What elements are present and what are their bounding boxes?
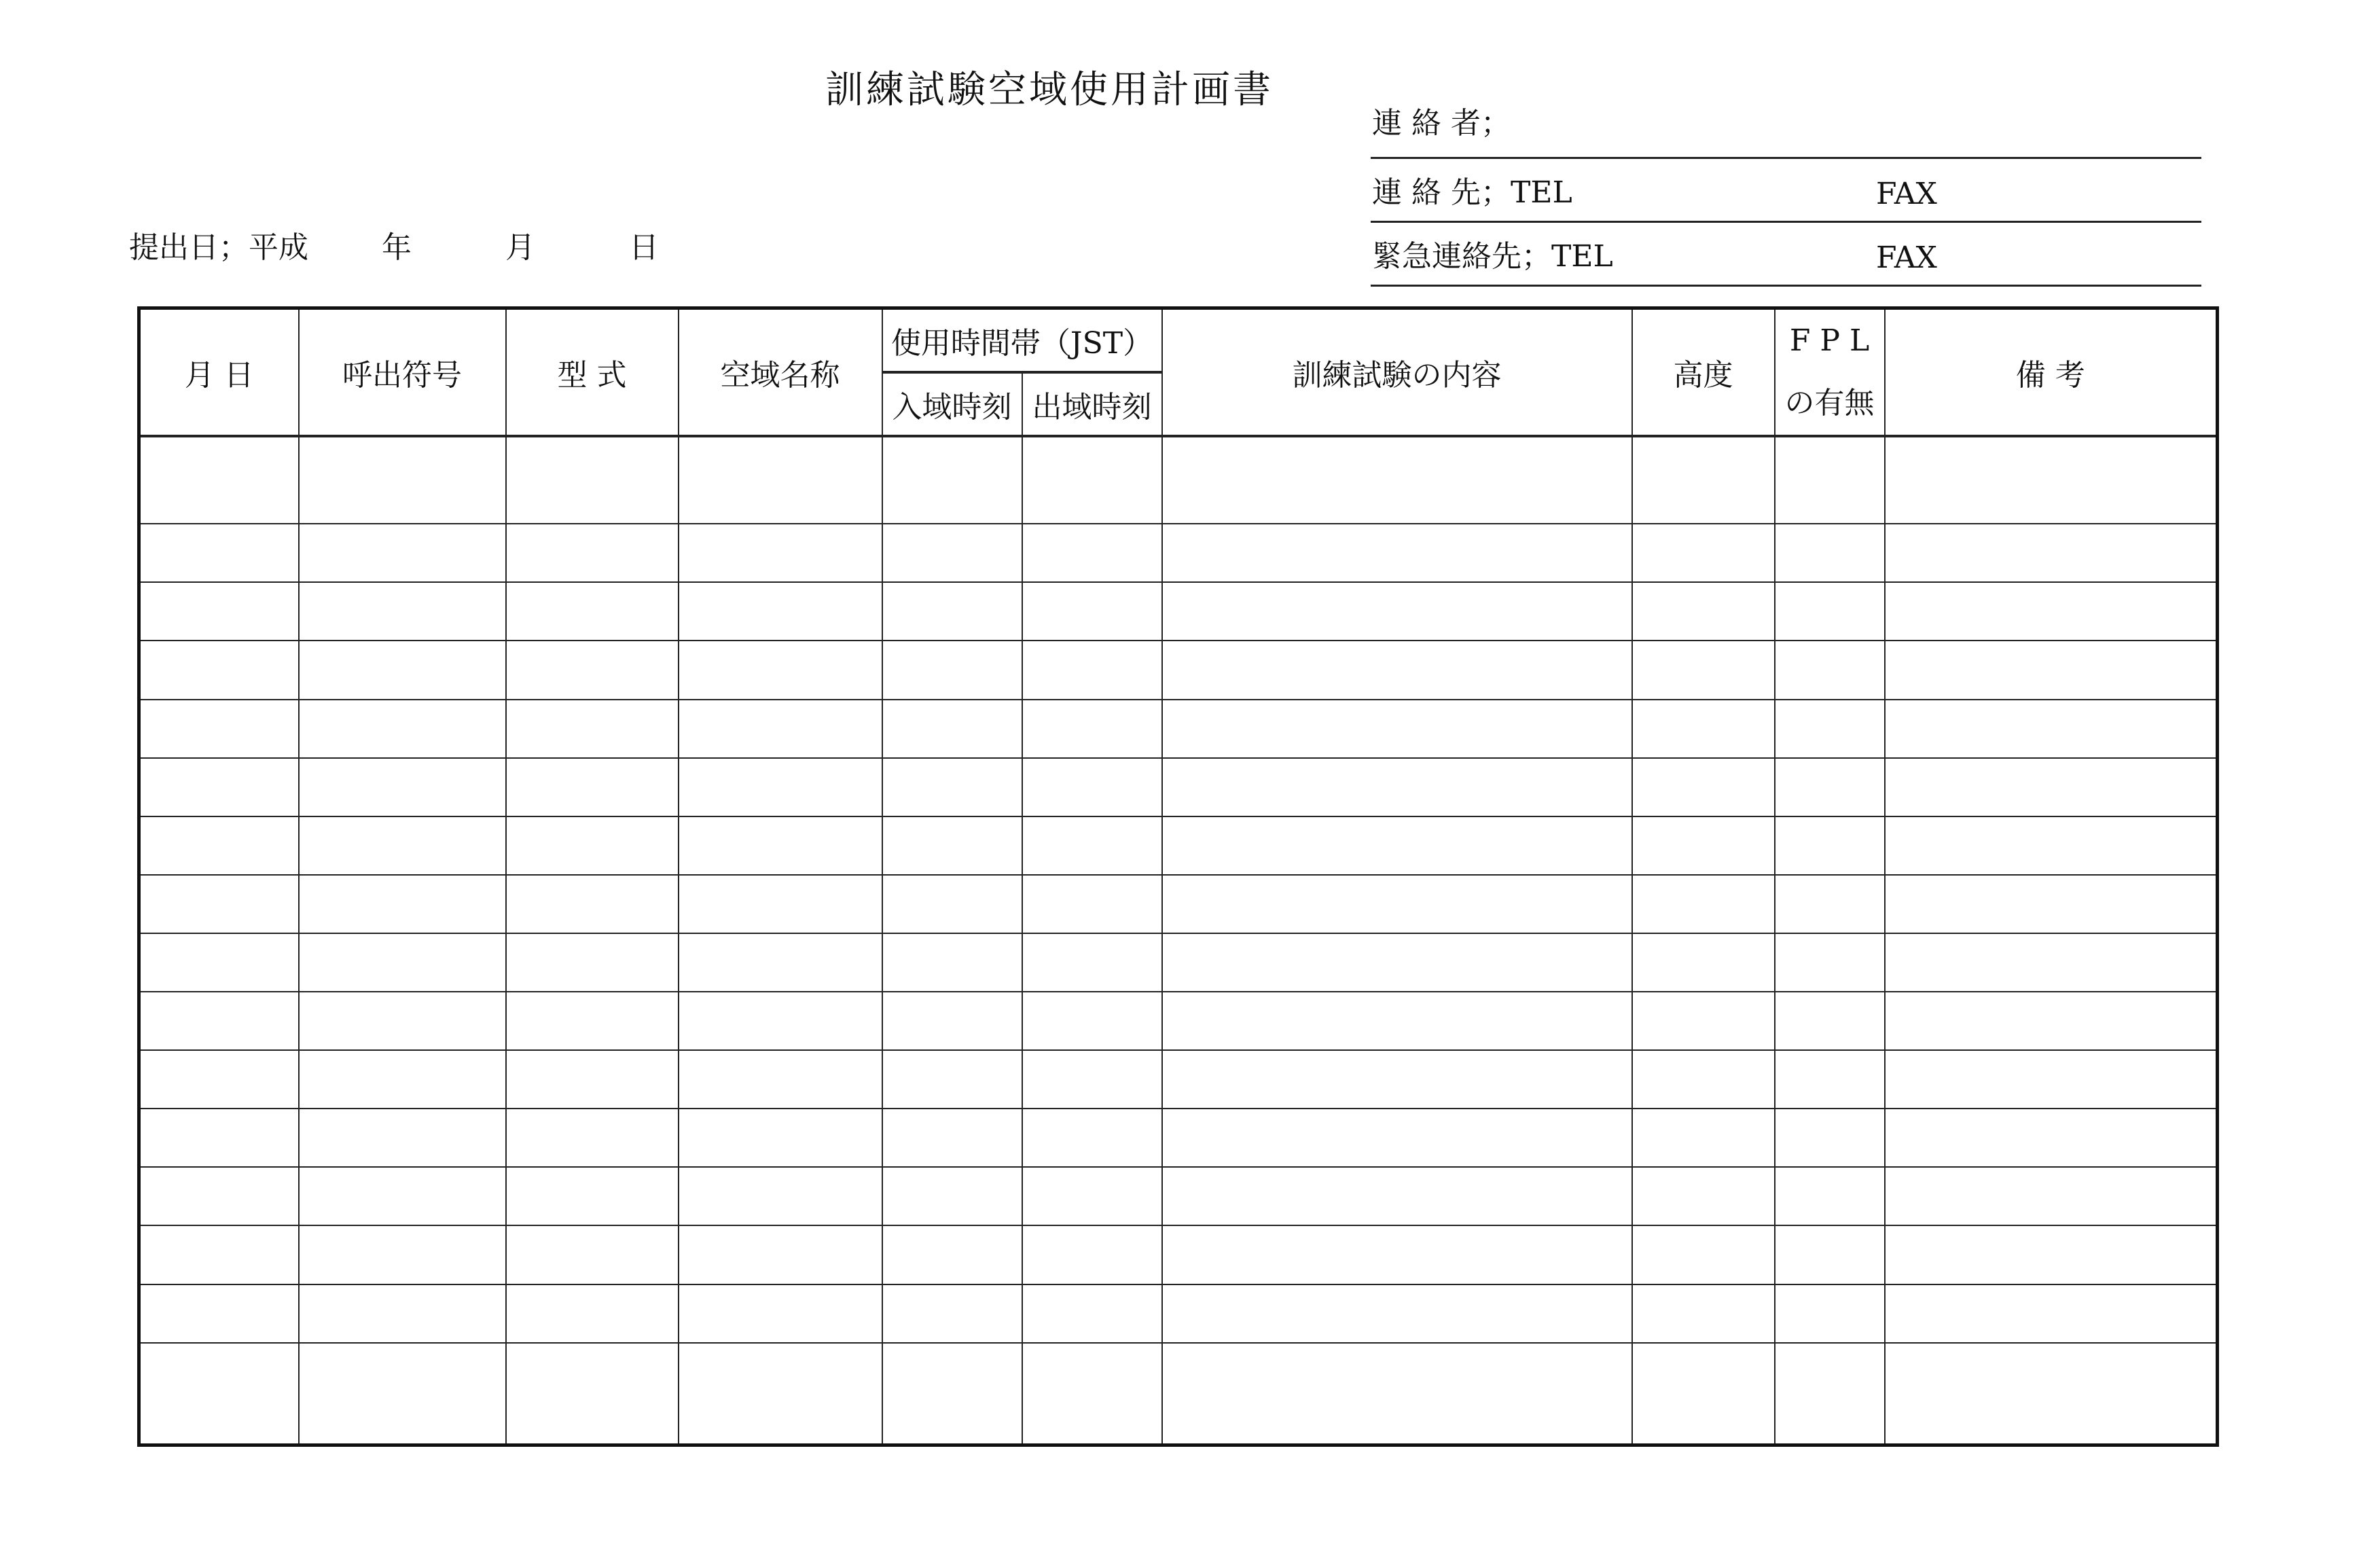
cell-entry-time[interactable] <box>882 436 1022 524</box>
cell-callsign[interactable] <box>299 1225 506 1284</box>
contact-block <box>1371 95 2201 287</box>
cell-type[interactable] <box>506 816 679 875</box>
cell-callsign[interactable] <box>299 1284 506 1343</box>
cell-content[interactable] <box>1162 524 1632 582</box>
table-row <box>139 875 2218 933</box>
cell-fpl[interactable] <box>1775 1225 1885 1284</box>
cell-airspace[interactable] <box>679 524 882 582</box>
cell-altitude[interactable] <box>1632 1225 1775 1284</box>
table-row <box>139 758 2218 816</box>
cell-callsign[interactable] <box>299 1050 506 1109</box>
header-altitude: 高度 <box>1632 308 1775 437</box>
header-fpl <box>1775 308 1885 437</box>
cell-type[interactable] <box>506 758 679 816</box>
cell-type[interactable] <box>506 1167 679 1225</box>
page-title: 訓練試験空域使用計画書 <box>825 68 1274 112</box>
table-row <box>139 816 2218 875</box>
cell-callsign[interactable] <box>299 992 506 1050</box>
cell-remarks[interactable] <box>1885 700 2218 758</box>
cell-altitude[interactable] <box>1632 582 1775 641</box>
cell-date[interactable] <box>139 1225 299 1284</box>
contact-person-row[interactable] <box>1371 95 2201 159</box>
header-exit-time: 出域時刻 <box>1022 372 1162 436</box>
cell-entry-time[interactable] <box>882 816 1022 875</box>
cell-exit-time[interactable] <box>1022 1343 1162 1445</box>
cell-date[interactable] <box>139 758 299 816</box>
cell-type[interactable] <box>506 641 679 699</box>
cell-callsign[interactable] <box>299 1343 506 1445</box>
cell-exit-time[interactable] <box>1022 816 1162 875</box>
cell-content[interactable] <box>1162 700 1632 758</box>
cell-airspace[interactable] <box>679 992 882 1050</box>
cell-altitude[interactable] <box>1632 1109 1775 1167</box>
contact-tel-label: 連 絡 先；TEL <box>1372 175 1572 210</box>
cell-altitude[interactable] <box>1632 758 1775 816</box>
cell-date[interactable] <box>139 1284 299 1343</box>
cell-content[interactable] <box>1162 1225 1632 1284</box>
cell-date[interactable] <box>139 700 299 758</box>
cell-airspace[interactable] <box>679 700 882 758</box>
cell-callsign[interactable] <box>299 816 506 875</box>
table-row <box>139 700 2218 758</box>
cell-airspace[interactable] <box>679 1050 882 1109</box>
cell-date[interactable] <box>139 582 299 641</box>
cell-altitude[interactable] <box>1632 524 1775 582</box>
cell-exit-time[interactable] <box>1022 1109 1162 1167</box>
cell-fpl[interactable] <box>1775 1343 1885 1445</box>
cell-airspace[interactable] <box>679 582 882 641</box>
cell-altitude[interactable] <box>1632 933 1775 992</box>
cell-remarks[interactable] <box>1885 1225 2218 1284</box>
cell-entry-time[interactable] <box>882 1109 1022 1167</box>
cell-airspace[interactable] <box>679 1109 882 1167</box>
cell-type[interactable] <box>506 875 679 933</box>
cell-airspace[interactable] <box>679 1284 882 1343</box>
cell-fpl[interactable] <box>1775 700 1885 758</box>
cell-type[interactable] <box>506 436 679 524</box>
cell-fpl[interactable] <box>1775 816 1885 875</box>
cell-fpl[interactable] <box>1775 436 1885 524</box>
header-date: 月 日 <box>139 308 299 437</box>
cell-content[interactable] <box>1162 1109 1632 1167</box>
cell-content[interactable] <box>1162 1343 1632 1445</box>
cell-content[interactable] <box>1162 1050 1632 1109</box>
header-content: 訓練試験の内容 <box>1162 308 1632 437</box>
cell-fpl[interactable] <box>1775 524 1885 582</box>
cell-remarks[interactable] <box>1885 758 2218 816</box>
cell-callsign[interactable] <box>299 700 506 758</box>
cell-remarks[interactable] <box>1885 1284 2218 1343</box>
cell-airspace[interactable] <box>679 875 882 933</box>
cell-content[interactable] <box>1162 816 1632 875</box>
cell-altitude[interactable] <box>1632 992 1775 1050</box>
cell-remarks[interactable] <box>1885 524 2218 582</box>
cell-fpl[interactable] <box>1775 1050 1885 1109</box>
cell-content[interactable] <box>1162 1284 1632 1343</box>
header-fpl-line1: F P L <box>1789 323 1870 358</box>
cell-entry-time[interactable] <box>882 875 1022 933</box>
cell-remarks[interactable] <box>1885 1167 2218 1225</box>
cell-content[interactable] <box>1162 582 1632 641</box>
cell-exit-time[interactable] <box>1022 700 1162 758</box>
cell-callsign[interactable] <box>299 1109 506 1167</box>
cell-entry-time[interactable] <box>882 524 1022 582</box>
header-time-band: 使用時間帯（JST） <box>882 308 1162 373</box>
cell-remarks[interactable] <box>1885 1050 2218 1109</box>
cell-content[interactable] <box>1162 758 1632 816</box>
cell-entry-time[interactable] <box>882 1167 1022 1225</box>
cell-entry-time[interactable] <box>882 933 1022 992</box>
table-row <box>139 1343 2218 1445</box>
cell-altitude[interactable] <box>1632 700 1775 758</box>
cell-entry-time[interactable] <box>882 758 1022 816</box>
cell-type[interactable] <box>506 582 679 641</box>
cell-callsign[interactable] <box>299 641 506 699</box>
cell-type[interactable] <box>506 1284 679 1343</box>
cell-entry-time[interactable] <box>882 1225 1022 1284</box>
cell-fpl[interactable] <box>1775 992 1885 1050</box>
cell-callsign[interactable] <box>299 582 506 641</box>
header-remarks: 備 考 <box>1885 308 2218 437</box>
cell-remarks[interactable] <box>1885 1343 2218 1445</box>
cell-remarks[interactable] <box>1885 875 2218 933</box>
emergency-tel-label: 緊急連絡先；TEL <box>1372 239 1613 274</box>
cell-exit-time[interactable] <box>1022 933 1162 992</box>
header-type: 型 式 <box>506 308 679 437</box>
cell-content[interactable] <box>1162 436 1632 524</box>
cell-altitude[interactable] <box>1632 1050 1775 1109</box>
table-row <box>139 1167 2218 1225</box>
cell-callsign[interactable] <box>299 436 506 524</box>
table-row <box>139 582 2218 641</box>
cell-type[interactable] <box>506 1343 679 1445</box>
emergency-fax-label: FAX <box>1876 240 1937 275</box>
cell-fpl[interactable] <box>1775 1109 1885 1167</box>
year-label: 年 <box>382 230 412 265</box>
table-row <box>139 933 2218 992</box>
table-row <box>139 641 2218 699</box>
cell-fpl[interactable] <box>1775 582 1885 641</box>
cell-altitude[interactable] <box>1632 875 1775 933</box>
contact-fax-label: FAX <box>1876 177 1937 211</box>
submission-date <box>129 223 659 266</box>
cell-exit-time[interactable] <box>1022 1167 1162 1225</box>
cell-remarks[interactable] <box>1885 933 2218 992</box>
contact-phone-row[interactable] <box>1371 159 2201 223</box>
cell-date[interactable] <box>139 1343 299 1445</box>
cell-type[interactable] <box>506 700 679 758</box>
cell-type[interactable] <box>506 933 679 992</box>
header-entry-time: 入域時刻 <box>882 372 1022 436</box>
emergency-phone-row[interactable] <box>1371 223 2201 287</box>
cell-altitude[interactable] <box>1632 1284 1775 1343</box>
cell-airspace[interactable] <box>679 758 882 816</box>
cell-remarks[interactable] <box>1885 992 2218 1050</box>
cell-date[interactable] <box>139 992 299 1050</box>
cell-fpl[interactable] <box>1775 1167 1885 1225</box>
table-row <box>139 1284 2218 1343</box>
cell-airspace[interactable] <box>679 816 882 875</box>
cell-altitude[interactable] <box>1632 1343 1775 1445</box>
cell-entry-time[interactable] <box>882 992 1022 1050</box>
table-row <box>139 1050 2218 1109</box>
cell-date[interactable] <box>139 1167 299 1225</box>
cell-airspace[interactable] <box>679 1225 882 1284</box>
cell-exit-time[interactable] <box>1022 1284 1162 1343</box>
plan-table <box>137 306 2219 1447</box>
cell-airspace[interactable] <box>679 933 882 992</box>
cell-date[interactable] <box>139 524 299 582</box>
cell-content[interactable] <box>1162 1167 1632 1225</box>
cell-date[interactable] <box>139 1109 299 1167</box>
cell-type[interactable] <box>506 524 679 582</box>
cell-entry-time[interactable] <box>882 582 1022 641</box>
cell-content[interactable] <box>1162 933 1632 992</box>
table-row <box>139 524 2218 582</box>
cell-date[interactable] <box>139 1050 299 1109</box>
cell-altitude[interactable] <box>1632 641 1775 699</box>
cell-entry-time[interactable] <box>882 700 1022 758</box>
cell-date[interactable] <box>139 816 299 875</box>
cell-date[interactable] <box>139 436 299 524</box>
cell-exit-time[interactable] <box>1022 582 1162 641</box>
submission-date-label: 提出日；平成 <box>129 230 308 265</box>
cell-altitude[interactable] <box>1632 1167 1775 1225</box>
cell-type[interactable] <box>506 1225 679 1284</box>
cell-remarks[interactable] <box>1885 816 2218 875</box>
cell-callsign[interactable] <box>299 933 506 992</box>
cell-fpl[interactable] <box>1775 933 1885 992</box>
cell-altitude[interactable] <box>1632 436 1775 524</box>
header-airspace: 空域名称 <box>679 308 882 437</box>
cell-remarks[interactable] <box>1885 641 2218 699</box>
cell-exit-time[interactable] <box>1022 758 1162 816</box>
cell-callsign[interactable] <box>299 875 506 933</box>
cell-remarks[interactable] <box>1885 582 2218 641</box>
cell-entry-time[interactable] <box>882 641 1022 699</box>
header-fpl-line2: の有無 <box>1784 386 1875 420</box>
cell-remarks[interactable] <box>1885 1109 2218 1167</box>
cell-altitude[interactable] <box>1632 816 1775 875</box>
cell-entry-time[interactable] <box>882 1050 1022 1109</box>
plan-table-body <box>139 436 2218 1445</box>
cell-exit-time[interactable] <box>1022 1225 1162 1284</box>
cell-type[interactable] <box>506 1050 679 1109</box>
cell-callsign[interactable] <box>299 524 506 582</box>
table-row <box>139 1225 2218 1284</box>
header-callsign: 呼出符号 <box>299 308 506 437</box>
cell-content[interactable] <box>1162 992 1632 1050</box>
cell-entry-time[interactable] <box>882 1284 1022 1343</box>
cell-fpl[interactable] <box>1775 875 1885 933</box>
cell-callsign[interactable] <box>299 1167 506 1225</box>
cell-airspace[interactable] <box>679 1343 882 1445</box>
cell-date[interactable] <box>139 933 299 992</box>
cell-entry-time[interactable] <box>882 1343 1022 1445</box>
contact-person-label: 連 絡 者； <box>1372 106 1511 141</box>
cell-airspace[interactable] <box>679 1167 882 1225</box>
cell-fpl[interactable] <box>1775 1284 1885 1343</box>
table-row <box>139 1109 2218 1167</box>
cell-exit-time[interactable] <box>1022 992 1162 1050</box>
cell-date[interactable] <box>139 641 299 699</box>
cell-content[interactable] <box>1162 875 1632 933</box>
cell-remarks[interactable] <box>1885 436 2218 524</box>
cell-exit-time[interactable] <box>1022 524 1162 582</box>
cell-exit-time[interactable] <box>1022 641 1162 699</box>
day-label: 日 <box>629 230 659 265</box>
cell-airspace[interactable] <box>679 436 882 524</box>
cell-exit-time[interactable] <box>1022 1050 1162 1109</box>
cell-exit-time[interactable] <box>1022 875 1162 933</box>
cell-type[interactable] <box>506 992 679 1050</box>
table-row <box>139 992 2218 1050</box>
cell-airspace[interactable] <box>679 641 882 699</box>
table-row <box>139 436 2218 524</box>
cell-fpl[interactable] <box>1775 641 1885 699</box>
month-label: 月 <box>505 230 535 265</box>
cell-exit-time[interactable] <box>1022 436 1162 524</box>
cell-fpl[interactable] <box>1775 758 1885 816</box>
cell-content[interactable] <box>1162 641 1632 699</box>
cell-callsign[interactable] <box>299 758 506 816</box>
cell-date[interactable] <box>139 875 299 933</box>
cell-type[interactable] <box>506 1109 679 1167</box>
